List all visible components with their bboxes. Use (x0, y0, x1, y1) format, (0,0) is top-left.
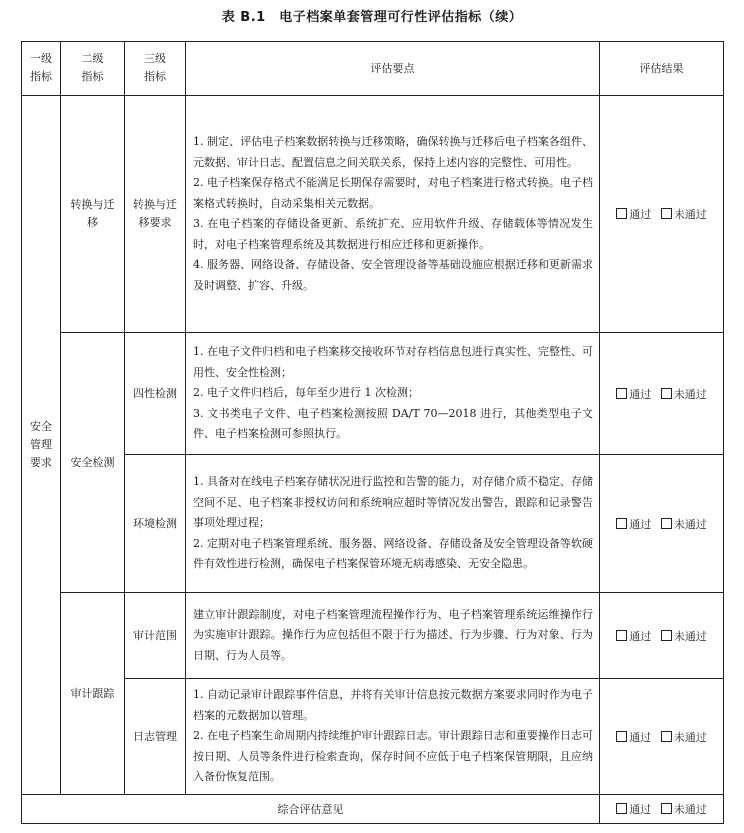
fail-option[interactable]: 未通过 (661, 729, 707, 745)
checkbox-icon[interactable] (616, 208, 627, 219)
checkbox-icon[interactable] (661, 388, 672, 399)
checkbox-icon[interactable] (616, 803, 627, 814)
result-cell (600, 333, 724, 455)
checkbox-icon[interactable] (661, 208, 672, 219)
point-text: 1. 在电子文件归档和电子档案移交接收环节对存档信息包进行真实性、完整性、可用性、安全性检测； (193, 345, 593, 379)
level2-cell: 审计跟踪 (61, 593, 125, 795)
points-cell (186, 679, 600, 795)
point-text: 1. 自动记录审计跟踪事件信息，并将有关审计信息按元数据方案要求同时作为电子档案的元数据加以管理。 (193, 688, 593, 722)
checkbox-icon[interactable] (661, 731, 672, 742)
summary-row (22, 795, 724, 824)
checkbox-icon[interactable] (616, 731, 627, 742)
level3-cell: 审计范围 (125, 593, 186, 679)
point-text: 4. 服务器、网络设备、存储设备、安全管理设备等基础设施应根据迁移和更新需求及时调整、扩容、升级。 (193, 258, 593, 292)
table-row (22, 455, 724, 593)
checkbox-icon[interactable] (616, 388, 627, 399)
pass-option[interactable]: 通过 (616, 386, 651, 402)
table-row (22, 333, 724, 455)
table-title: 表 B.1 电子档案单套管理可行性评估指标（续） (221, 10, 523, 25)
summary-label: 综合评估意见 (22, 795, 600, 824)
fail-option[interactable]: 未通过 (661, 206, 707, 222)
level3-cell: 四性检测 (125, 333, 186, 455)
result-cell (600, 593, 724, 679)
pass-option[interactable]: 通过 (616, 206, 651, 222)
level3-cell: 环境检测 (125, 455, 186, 593)
checkbox-icon[interactable] (616, 630, 627, 641)
result-cell (600, 795, 724, 824)
point-text: 2. 在电子档案生命周期内持续维护审计跟踪日志。审计跟踪日志和重要操作日志可按日期、人员等条件进行检索查询，保存时间不应低于电子档案保管期限，且应纳入备份恢复范围。 (193, 729, 593, 784)
checkbox-icon[interactable] (661, 518, 672, 529)
points-cell (186, 593, 600, 679)
result-cell (600, 679, 724, 795)
fail-option[interactable]: 未通过 (661, 516, 707, 532)
fail-option[interactable]: 未通过 (661, 628, 707, 644)
pass-option[interactable]: 通过 (616, 516, 651, 532)
points-cell (186, 455, 600, 593)
pass-option[interactable]: 通过 (616, 628, 651, 644)
table-row (22, 96, 724, 333)
point-text: 1. 具备对在线电子档案存储状况进行监控和告警的能力，对存储介质不稳定、存储空间不足、电子档案非授权访问和系统响应超时等情况发出警告，跟踪和记录警告事项处理过程； (193, 475, 593, 530)
header-result: 评估结果 (600, 42, 724, 96)
point-text: 1. 制定、评估电子档案数据转换与迁移策略，确保转换与迁移后电子档案各组件、元数据、审计日志、配置信息之间关联关系，保持上述内容的完整性、可用性。 (193, 135, 593, 169)
level1-cell: 安全管理要求 (22, 96, 61, 795)
level2-cell: 安全检测 (61, 333, 125, 593)
header-points: 评估要点 (186, 42, 600, 96)
points-cell (186, 96, 600, 333)
header-level1: 一级指标 (22, 42, 61, 96)
result-cell (600, 96, 724, 333)
pass-option[interactable]: 通过 (616, 729, 651, 745)
pass-option[interactable]: 通过 (616, 801, 651, 817)
checkbox-icon[interactable] (661, 630, 672, 641)
level3-cell: 转换与迁移要求 (125, 96, 186, 333)
checkbox-icon[interactable] (661, 803, 672, 814)
points-cell (186, 333, 600, 455)
assessment-table (21, 41, 724, 824)
point-text: 2. 电子文件归档后，每年至少进行 1 次检测； (193, 386, 419, 400)
fail-option[interactable]: 未通过 (661, 386, 707, 402)
table-row (22, 679, 724, 795)
result-cell (600, 455, 724, 593)
level3-cell: 日志管理 (125, 679, 186, 795)
level2-cell: 转换与迁移 (61, 96, 125, 333)
header-level3: 三级指标 (125, 42, 186, 96)
header-level2: 二级指标 (61, 42, 125, 96)
point-text: 3. 文书类电子文件、电子档案检测按照 DA/T 70—2018 进行，其他类型电子文件、电子档案检测可参照执行。 (193, 406, 593, 441)
point-text: 2. 电子档案保存格式不能满足长期保存需要时，对电子档案进行格式转换。电子档案格式转换时，自动采集相关元数据。 (193, 176, 593, 210)
header-row (22, 42, 724, 96)
point-text: 3. 在电子档案的存储设备更新、系统扩充、应用软件升级、存储载体等情况发生时，对电子档案管理系统及其数据进行相应迁移和更新操作。 (193, 217, 593, 251)
point-text: 建立审计跟踪制度，对电子档案管理流程操作行为、电子档案管理系统运维操作行为实施审计跟踪。操作行为应包括但不限于行为描述、行为步骤、行为对象、行为日期、行为人员等。 (193, 607, 593, 662)
fail-option[interactable]: 未通过 (661, 801, 707, 817)
table-row (22, 593, 724, 679)
point-text: 2. 定期对电子档案管理系统、服务器、网络设备、存储设备及安全管理设备等软硬件有效性进行检测，确保电子档案保管环境无病毒感染、无安全隐患。 (193, 536, 593, 571)
checkbox-icon[interactable] (616, 518, 627, 529)
